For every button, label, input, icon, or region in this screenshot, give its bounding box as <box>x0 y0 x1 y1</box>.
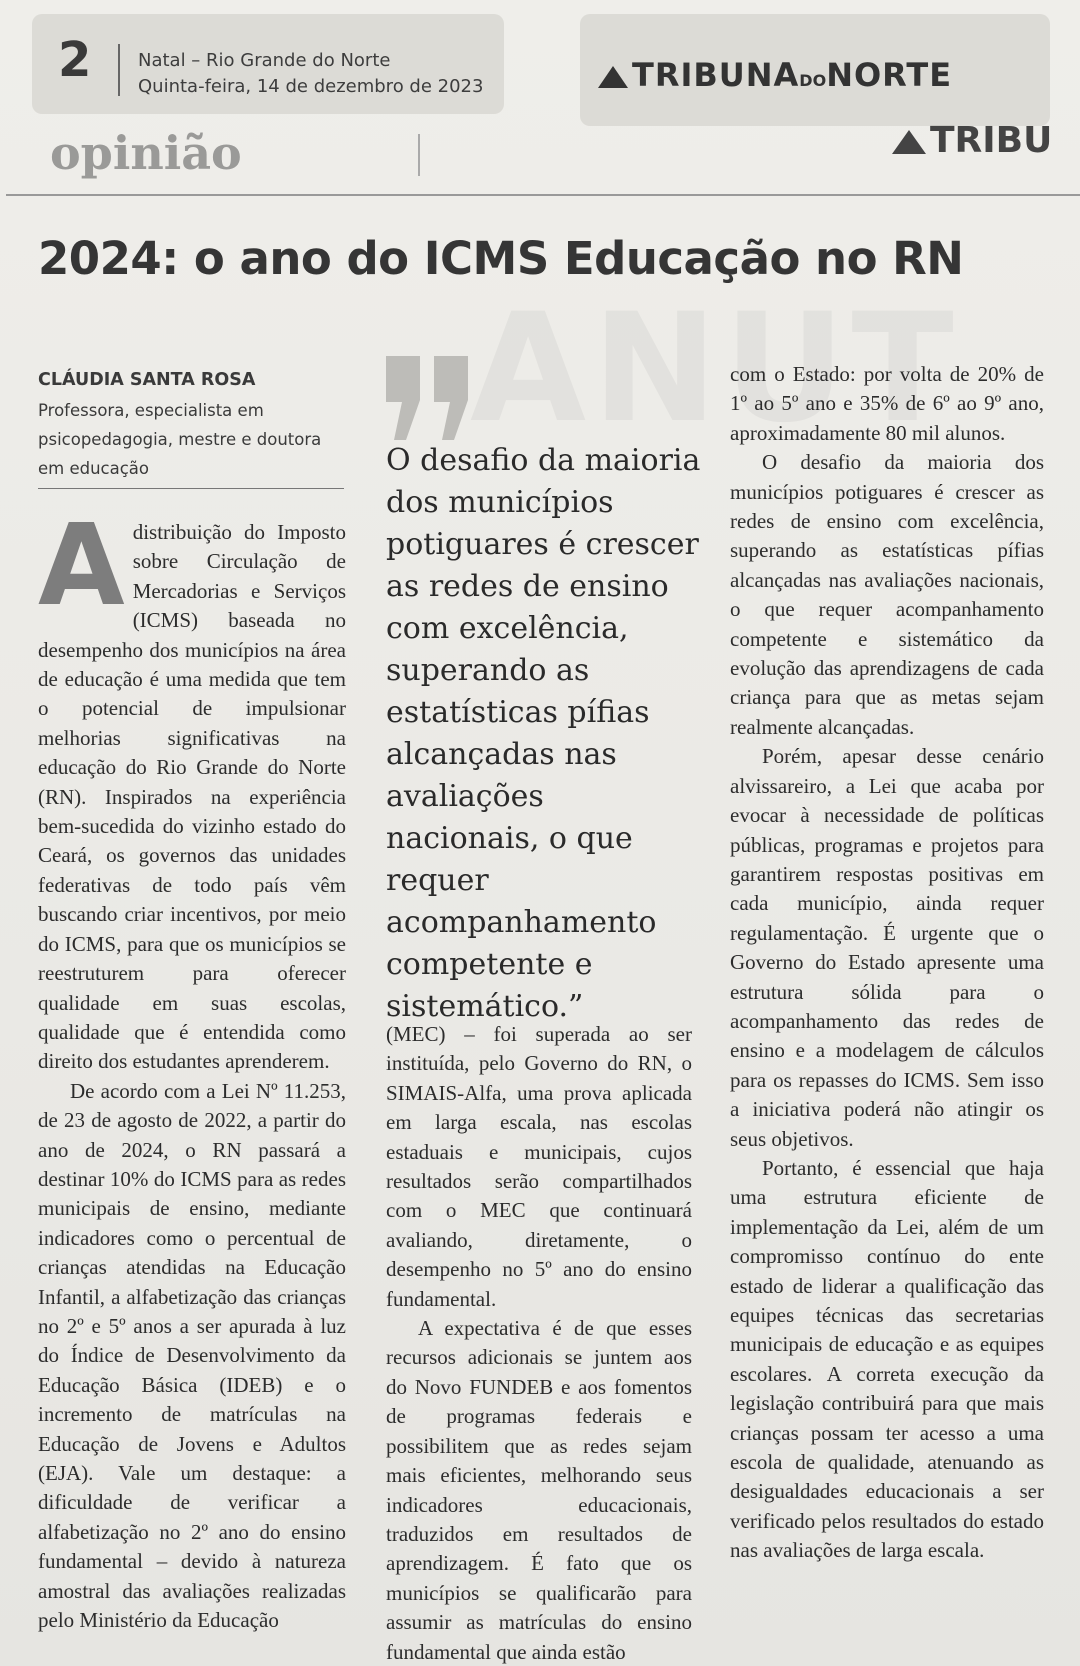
paragraph-1-text: distribuição do Imposto sobre Circulação de Mercadorias e Serviços (ICMS) baseada no desempenho dos municípios na área de educação é uma medida que tem o potencial de impulsionar melhorias significativas na educação do Rio Grande do Norte (RN). Inspirados na experiência bem-sucedida do vizinho estado do Ceará, os governos das unidades federativas de todo país vêm buscando criar incentivos, por meio do ICMS, para que os municípios se reestruturem para oferecer qualidade em suas escolas, qualidade que é entendida como direito dos estudantes aprenderem. <box>38 520 346 1074</box>
logo-word-3: NORTE <box>826 56 953 94</box>
paragraph-4: A expectativa é de que esses recursos adicionais se juntem aos do Novo FUNDEB e aos fomentos de programas federais e possibilitem que as redes sejam mais eficientes, melhorando seus indicadores educacionais, traduzidos em resultados de aprendizagem. É fato que os municípios se qualificarão para assumir as matrículas do ensino fundamental que ainda estão <box>386 1316 692 1664</box>
section-divider <box>418 134 420 176</box>
drop-cap: A <box>38 501 125 631</box>
page-info-divider <box>118 44 120 96</box>
masthead-box <box>580 14 1050 126</box>
logo-word-1: TRIBUNA <box>632 56 800 94</box>
section-logo <box>892 120 1052 161</box>
quote-mark-icon <box>380 356 476 440</box>
paragraph-2: De acordo com a Lei Nº 11.253, de 23 de agosto de 2022, a partir do ano de 2024, o RN passará a destinar 10% do ICMS para as redes municipais de ensino, mediante indicadores como o percentual de crianças atendidas na Educação Infantil, a alfabetização das crianças no 2º e 5º anos a ser apurada à luz do Índice de Desenvolvimento da Educação Básica (IDEB) e o incremento de matrículas na Educação de Jovens e Adultos (EJA). Vale um destaque: a dificuldade de verificar a alfabetização no 2º ano do ensino fundamental – devido à natureza amostral das avaliações realizadas pelo Ministério da Educação <box>38 1078 346 1633</box>
logo-word-2: DO <box>799 71 827 90</box>
masthead-logo <box>598 56 952 94</box>
author-block <box>38 370 338 483</box>
column-left <box>38 501 346 1635</box>
paragraph-8: Portanto, é essencial que haja uma estrutura eficiente de implementação da Lei, além de um compromisso contínuo do ente estado de liderar a qualificação das equipes técnicas das secretarias municipais de educação e as equipes escolares. A correta execução da legislação contribuirá para que mais crianças possam ter acesso a uma escola de qualidade, atenuando as desigualdades educacionais a ser verificado pelos resultados do estado nas avaliações de larga escala. <box>730 1155 1044 1563</box>
column-right <box>730 360 1044 1566</box>
header-rule <box>6 194 1080 196</box>
pull-quote: O desafio da maioria dos municípios potiguares é crescer as redes de ensino com excelência, superando as estatísticas pífias alcançadas nas avaliações nacionais, o que requer acompanhamento competente e sistemático.” <box>386 443 701 1024</box>
section-logo-text: TRIBU <box>930 120 1053 161</box>
section-title: opinião <box>50 126 242 180</box>
section-logo-triangle-icon <box>892 130 926 154</box>
article-headline: 2024: o ano do ICMS Educação no RN <box>38 232 964 285</box>
paragraph-7: Porém, apesar desse cenário alvissareiro, a Lei que acaba por evocar à necessidade de políticas públicas, programas e projetos para garantirem respostas positivas em cada município, ainda requer regulamentação. É urgente que o Governo do Estado apresente uma estrutura sólida para o acompanhamento das redes de ensino e a modelagem de cálculos para os repasses do ICMS. Sem isso a iniciativa poderá não atingir os seus objetivos. <box>730 744 1044 1151</box>
location-line: Natal – Rio Grande do Norte <box>138 50 391 71</box>
column-middle <box>386 1020 692 1666</box>
author-bio: Professora, especialista em psicopedagogia, mestre e doutora em educação <box>38 401 322 478</box>
paragraph-5: com o Estado: por volta de 20% de 1º ao 5º ano e 35% de 6º ao 9º ano, aproximadamente 80 mil alunos. <box>730 362 1044 445</box>
author-name: CLÁUDIA SANTA ROSA <box>38 370 256 390</box>
paragraph-1 <box>38 501 346 1077</box>
logo-triangle-icon <box>598 66 628 88</box>
paragraph-6: O desafio da maioria dos municípios potiguares é crescer as redes de ensino com excelência, superando as estatísticas pífias alcançadas nas avaliações nacionais, o que requer acompanhamento competente e sistemático da evolução das aprendizagens de cada criança para que as metas sejam realmente alcançadas. <box>730 450 1044 739</box>
author-divider <box>38 488 344 489</box>
paragraph-3: (MEC) – foi superada ao ser instituída, pelo Governo do RN, o SIMAIS-Alfa, uma prova aplicada em larga escala, nas escolas estaduais e municipais, cujos resultados serão compartilhados com o MEC que continuará avaliando, diretamente, o desempenho no 5º ano do ensino fundamental. <box>386 1022 692 1311</box>
page-info-box <box>32 14 504 114</box>
page-number: 2 <box>58 32 92 88</box>
date-line: Quinta-feira, 14 de dezembro de 2023 <box>138 76 484 97</box>
